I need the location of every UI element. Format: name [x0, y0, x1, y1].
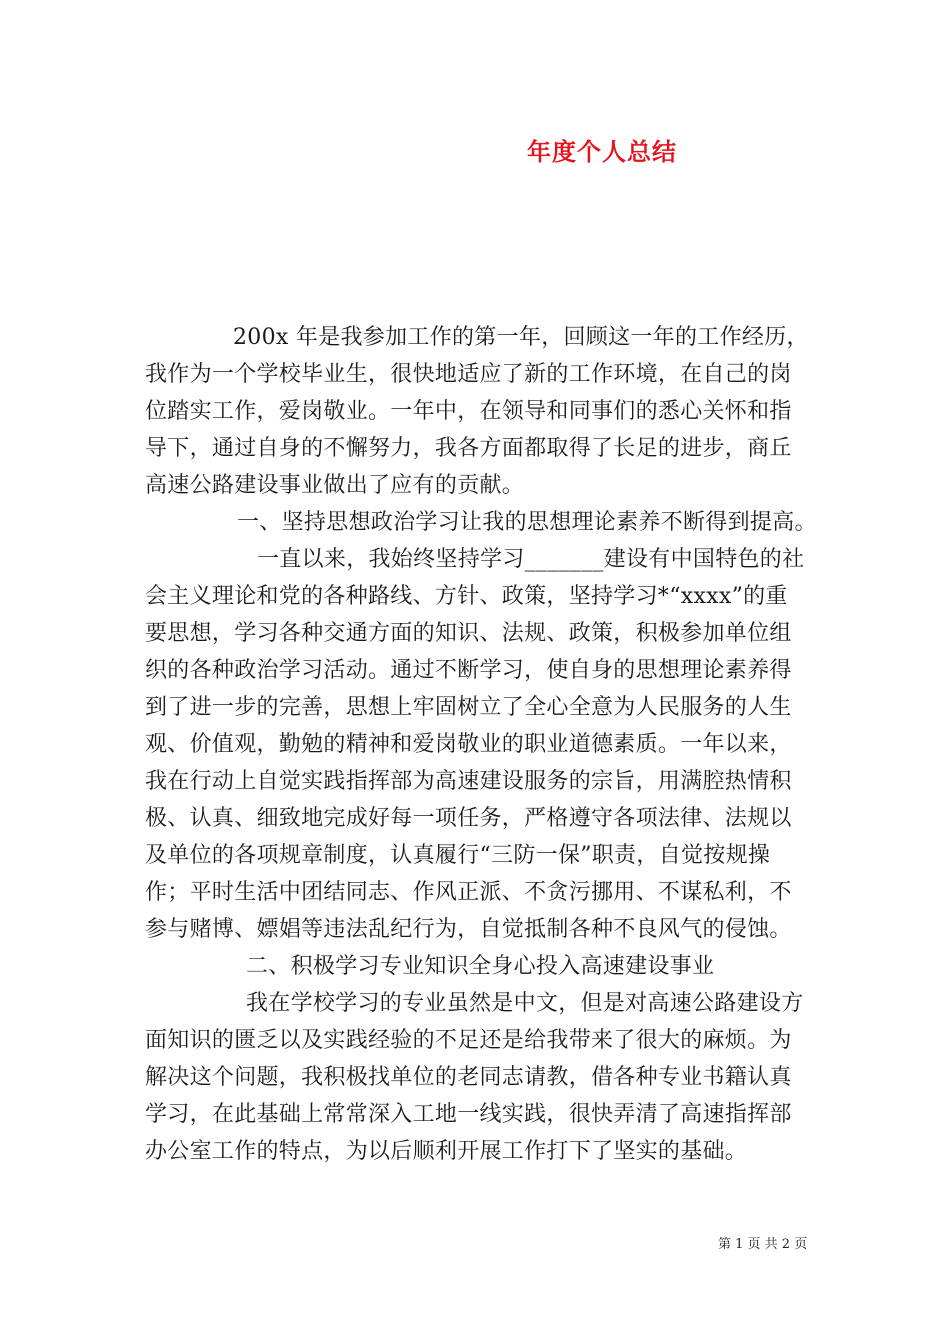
body-line: 及单位的各项规章制度，认真履行“三防一保”职责，自觉按规操: [145, 843, 771, 868]
body-line: 高速公路建设事业做出了应有的贡献。: [145, 473, 525, 498]
page-number: 第 1 页 共 2 页: [718, 1237, 808, 1252]
body-line: 学习，在此基础上常常深入工地一线实践，很快弄清了高速指挥部: [145, 1102, 792, 1127]
section-heading: 一、坚持思想政治学习让我的思想理论素养不断得到提高。: [237, 510, 817, 535]
body-line: 解决这个问题，我积极找单位的老同志请教，借各种专业书籍认真: [145, 1065, 792, 1090]
body-line: 位踏实工作，爱岗敬业。一年中，在领导和同事们的悉心关怀和指: [145, 399, 792, 424]
body-line: 200x 年是我参加工作的第一年，回顾这一年的工作经历，: [233, 325, 809, 350]
body-line: 一直以来，我始终坚持学习_______建设有中国特色的社: [257, 547, 805, 572]
body-line: 到了进一步的完善，思想上牢固树立了全心全意为人民服务的人生: [145, 695, 792, 720]
body-line: 我作为一个学校毕业生，很快地适应了新的工作环境，在自己的岗: [145, 362, 792, 387]
document-title: 年度个人总结: [527, 137, 677, 166]
body-line: 观、价值观，勤勉的精神和爱岗敬业的职业道德素质。一年以来，: [145, 732, 792, 757]
body-line: 参与赌博、嫖娼等违法乱纪行为，自觉抵制各种不良风气的侵蚀。: [145, 917, 792, 942]
body-line: 要思想，学习各种交通方面的知识、法规、政策，积极参加单位组: [145, 621, 792, 646]
body-line: 导下，通过自身的不懈努力，我各方面都取得了长足的进步，商丘: [145, 436, 792, 461]
section-heading: 二、积极学习专业知识全身心投入高速建设事业: [246, 954, 715, 979]
body-line: 面知识的匮乏以及实践经验的不足还是给我带来了很大的麻烦。为: [145, 1028, 792, 1053]
body-line: 我在行动上自觉实践指挥部为高速建设服务的宗旨，用满腔热情积: [145, 769, 792, 794]
body-line: 作；平时生活中团结同志、作风正派、不贪污挪用、不谋私利，不: [145, 880, 792, 905]
body-line: 我在学校学习的专业虽然是中文，但是对高速公路建设方: [246, 991, 804, 1016]
body-line: 极、认真、细致地完成好每一项任务，严格遵守各项法律、法规以: [145, 806, 792, 831]
body-line: 织的各种政治学习活动。通过不断学习，使自身的思想理论素养得: [145, 658, 792, 683]
body-line: 会主义理论和党的各种路线、方针、政策，坚持学习*“xxxx”的重: [145, 584, 788, 609]
body-line: 办公室工作的特点，为以后顺利开展工作打下了坚实的基础。: [145, 1139, 748, 1164]
